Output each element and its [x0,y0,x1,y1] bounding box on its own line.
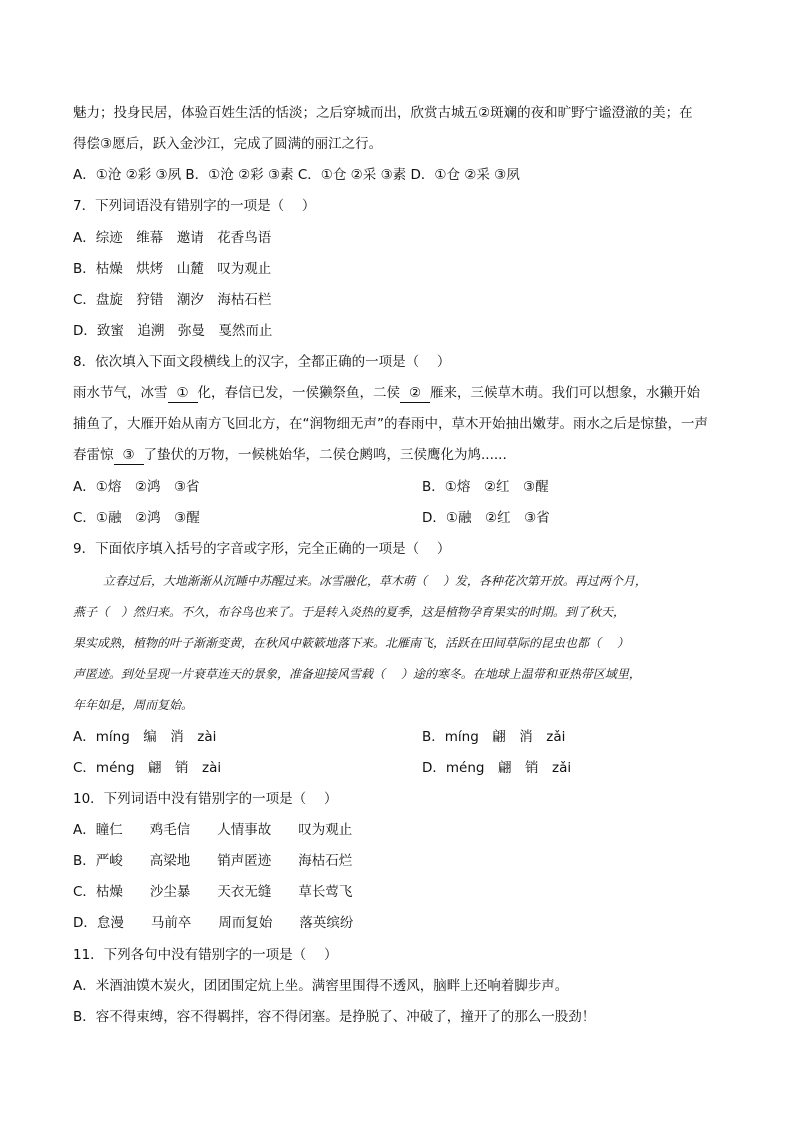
q7-option-d: D．致蜜 追溯 弥曼 戛然而止 [73,323,273,339]
q8-text: 了蛰伏的万物，一候桃始华，二侯仓鹒鸣，三侯鹰化为鸠...... [143,447,507,463]
q9-option-c: C．méng 翩 销 zài [73,760,222,776]
q9-passage-line: 年年如是，周而复始。 [73,698,194,712]
q8-text: 化，春信已发，一侯獭祭鱼，二侯 [197,385,400,401]
q8-blank-1: ① [168,384,198,403]
q8-options-row [73,509,550,527]
q9-passage-line: 声匿迹。到处呈现一片衰草连天的景象，准备迎接风雪载（ ）途的寒冬。在地球上温带和亚热带区域里， [73,667,641,681]
q7-option-a: A．综迹 维幕 邀请 花香鸟语 [73,230,272,246]
q9-option-b: B．míng 翩 消 zǎi [422,729,566,745]
q8-passage-line [73,446,507,465]
q9-stem: 9．下面依序填入括号的字音或字形，完全正确的一项是（ ） [73,541,451,557]
passage-line: 得偿③愿后，跃入金沙江，完成了圆满的丽江之行。 [73,136,383,152]
q11-stem: 11．下列各句中没有错别字的一项是（ ） [73,947,338,963]
q10-option-c: C．枯燥 沙尘暴 天衣无缝 草长莺飞 [73,884,353,900]
q8-blank-2: ② [400,384,430,403]
q8-text: 雨水节气，冰雪 [73,385,168,401]
q6-options: A．①沧 ②彩 ③夙 B．①沧 ②彩 ③素 C．①仓 ②采 ③素 D．①仓 ②采 ③夙 [73,167,520,183]
q9-option-a: A．míng 编 消 zài [73,729,217,745]
q8-text: 春雷惊 [73,447,114,463]
q9-passage-line: 燕子（ ）然归来。不久，布谷鸟也来了。于是转入炎热的夏季，这是植物孕育果实的时期。到了秋天， [73,605,626,619]
q11-option-a: A．米酒油馍木炭火，团团围定炕上坐。满窖里围得不透风，脑畔上还响着脚步声。 [73,978,569,994]
q9-passage-line: 立春过后，大地渐渐从沉睡中苏醒过来。冰雪融化，草木萌（ ）发，各种花次第开放。再过两个月， [103,574,647,588]
q8-options-row [73,478,549,496]
q10-option-b: B．严峻 高梁地 销声匿迹 海枯石烂 [73,853,353,869]
q10-option-d: D．怠漫 马前卒 周而复始 落英缤纷 [73,915,354,931]
q7-option-c: C．盘旋 狩错 潮汐 海枯石栏 [73,292,272,308]
q9-option-d: D．méng 翩 销 zǎi [422,760,572,776]
q8-option-c: C．①融 ②鸿 ③醒 [73,510,200,526]
q7-option-b: B．枯燥 烘烤 山麓 叹为观止 [73,261,272,277]
q8-blank-3: ③ [114,446,144,465]
q9-passage-line: 果实成熟，植物的叶子渐渐变黄，在秋风中簌簌地落下来。北雁南飞，活跃在田间草际的昆虫也都（ ） [73,636,629,650]
q8-text: 雁来，三候草木萌。我们可以想象，水獭开始 [430,385,700,401]
q10-stem: 10．下列词语中没有错别字的一项是（ ） [73,791,338,807]
q8-option-b: B．①熔 ②红 ③醒 [422,479,549,495]
q7-stem: 7．下列词语没有错别字的一项是（ ） [73,198,316,214]
q11-option-b: B．容不得束缚，容不得羁拌，容不得闭塞。是挣脱了、冲破了，撞开了的那么一股劲！ [73,1009,596,1025]
passage-line: 魅力；投身民居，体验百姓生活的恬淡；之后穿城而出，欣赏古城五②斑斓的夜和旷野宁谧澄澈的美；在 [73,105,693,121]
q8-option-d: D．①融 ②红 ③省 [422,510,550,526]
q8-passage-line: 捕鱼了，大雁开始从南方飞回北方，在“润物细无声”的春雨中，草木开始抽出嫩芽。雨水之后是惊蛰，一声 [73,416,708,432]
q8-option-a: A．①熔 ②鸿 ③省 [73,479,200,495]
q8-passage-line [73,384,700,403]
q10-option-a: A．瞳仁 鸡毛信 人情事故 叹为观止 [73,822,353,838]
q9-options-row [73,728,566,746]
q8-stem: 8．依次填入下面文段横线上的汉字，全都正确的一项是（ ） [73,354,451,370]
q9-options-row [73,759,572,777]
